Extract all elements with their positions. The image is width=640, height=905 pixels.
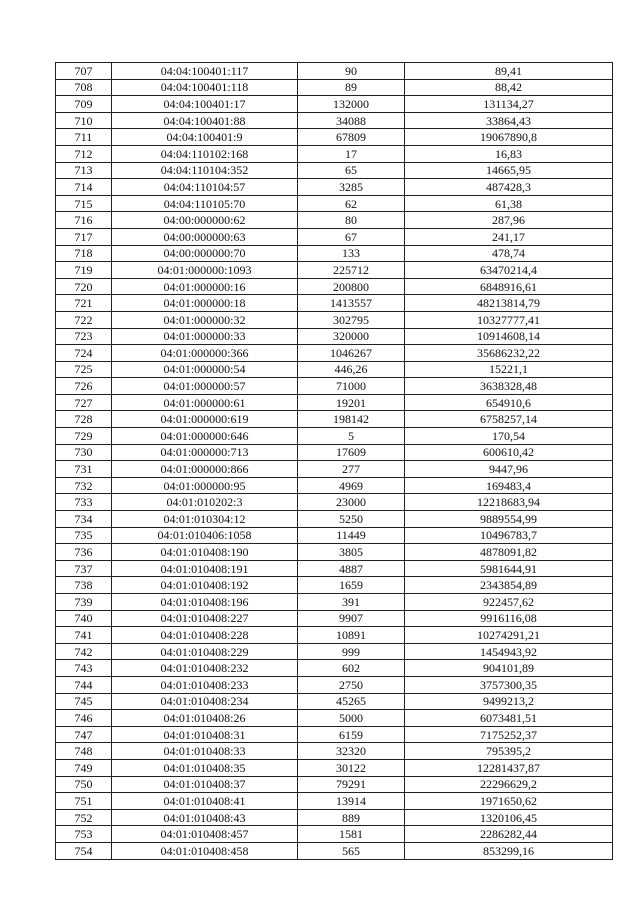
table-row	[56, 776, 613, 793]
table-row	[56, 577, 613, 594]
table-row	[56, 311, 613, 328]
table-row	[56, 295, 613, 312]
row-number-cell: 719	[56, 262, 112, 279]
value-cell: 7175252,37	[405, 726, 613, 743]
value-cell: 6073481,51	[405, 710, 613, 727]
cadastral-number-cell: 04:01:010408:227	[112, 610, 298, 627]
cadastral-number-cell: 04:01:000000:16	[112, 278, 298, 295]
row-number-cell: 737	[56, 560, 112, 577]
value-cell: 14665,95	[405, 162, 613, 179]
row-number-cell: 727	[56, 394, 112, 411]
cadastral-number-cell: 04:00:000000:62	[112, 212, 298, 229]
row-number-cell: 726	[56, 378, 112, 395]
cadastral-number-cell: 04:01:000000:646	[112, 428, 298, 445]
table-row	[56, 610, 613, 627]
area-cell: 34088	[298, 112, 405, 129]
area-cell: 62	[298, 195, 405, 212]
row-number-cell: 729	[56, 428, 112, 445]
cadastral-number-cell: 04:04:110102:168	[112, 145, 298, 162]
value-cell: 600610,42	[405, 444, 613, 461]
row-number-cell: 728	[56, 411, 112, 428]
value-cell: 478,74	[405, 245, 613, 262]
value-cell: 3638328,48	[405, 378, 613, 395]
cadastral-number-cell: 04:01:010408:191	[112, 560, 298, 577]
value-cell: 1971650,62	[405, 793, 613, 810]
area-cell: 320000	[298, 328, 405, 345]
area-cell: 80	[298, 212, 405, 229]
table-row	[56, 793, 613, 810]
area-cell: 23000	[298, 494, 405, 511]
row-number-cell: 709	[56, 96, 112, 113]
row-number-cell: 749	[56, 759, 112, 776]
cadastral-number-cell: 04:04:110104:57	[112, 179, 298, 196]
cadastral-number-cell: 04:01:000000:32	[112, 311, 298, 328]
area-cell: 89	[298, 79, 405, 96]
row-number-cell: 739	[56, 594, 112, 611]
area-cell: 889	[298, 809, 405, 826]
cadastral-number-cell: 04:01:000000:61	[112, 394, 298, 411]
table-row	[56, 278, 613, 295]
value-cell: 131134,27	[405, 96, 613, 113]
row-number-cell: 716	[56, 212, 112, 229]
row-number-cell: 707	[56, 63, 112, 80]
row-number-cell: 735	[56, 527, 112, 544]
table-row	[56, 494, 613, 511]
table-row	[56, 195, 613, 212]
cadastral-number-cell: 04:04:100401:17	[112, 96, 298, 113]
area-cell: 11449	[298, 527, 405, 544]
area-cell: 67809	[298, 129, 405, 146]
area-cell: 4887	[298, 560, 405, 577]
cadastral-number-cell: 04:01:000000:18	[112, 295, 298, 312]
value-cell: 4878091,82	[405, 544, 613, 561]
cadastral-number-cell: 04:01:010202:3	[112, 494, 298, 511]
cadastral-number-cell: 04:01:000000:54	[112, 361, 298, 378]
cadastral-number-cell: 04:04:110104:352	[112, 162, 298, 179]
area-cell: 4969	[298, 477, 405, 494]
area-cell: 71000	[298, 378, 405, 395]
value-cell: 2286282,44	[405, 826, 613, 843]
area-cell: 17609	[298, 444, 405, 461]
table-row	[56, 726, 613, 743]
value-cell: 12218683,94	[405, 494, 613, 511]
value-cell: 904101,89	[405, 660, 613, 677]
area-cell: 3285	[298, 179, 405, 196]
value-cell: 170,54	[405, 428, 613, 445]
table-row	[56, 361, 613, 378]
value-cell: 33864,43	[405, 112, 613, 129]
cadastral-number-cell: 04:01:010408:234	[112, 693, 298, 710]
area-cell: 32320	[298, 743, 405, 760]
area-cell: 391	[298, 594, 405, 611]
row-number-cell: 750	[56, 776, 112, 793]
area-cell: 67	[298, 228, 405, 245]
area-cell: 13914	[298, 793, 405, 810]
cadastral-number-cell: 04:04:100401:9	[112, 129, 298, 146]
row-number-cell: 732	[56, 477, 112, 494]
value-cell: 10327777,41	[405, 311, 613, 328]
row-number-cell: 747	[56, 726, 112, 743]
row-number-cell: 754	[56, 842, 112, 859]
value-cell: 9916116,08	[405, 610, 613, 627]
cadastral-number-cell: 04:01:010408:228	[112, 627, 298, 644]
area-cell: 2750	[298, 676, 405, 693]
row-number-cell: 718	[56, 245, 112, 262]
table-row	[56, 96, 613, 113]
area-cell: 133	[298, 245, 405, 262]
cadastral-number-cell: 04:01:010408:35	[112, 759, 298, 776]
cadastral-number-cell: 04:01:000000:866	[112, 461, 298, 478]
table-row	[56, 527, 613, 544]
table-row	[56, 179, 613, 196]
value-cell: 9889554,99	[405, 511, 613, 528]
table-row	[56, 511, 613, 528]
table-row	[56, 693, 613, 710]
area-cell: 79291	[298, 776, 405, 793]
cadastral-number-cell: 04:04:100401:117	[112, 63, 298, 80]
area-cell: 225712	[298, 262, 405, 279]
area-cell: 1413557	[298, 295, 405, 312]
table-row	[56, 759, 613, 776]
row-number-cell: 710	[56, 112, 112, 129]
cadastral-table	[55, 62, 613, 860]
table-row	[56, 345, 613, 362]
area-cell: 302795	[298, 311, 405, 328]
value-cell: 2343854,89	[405, 577, 613, 594]
cadastral-number-cell: 04:01:010408:457	[112, 826, 298, 843]
row-number-cell: 736	[56, 544, 112, 561]
value-cell: 922457,62	[405, 594, 613, 611]
table-row	[56, 627, 613, 644]
area-cell: 1581	[298, 826, 405, 843]
cadastral-number-cell: 04:01:010408:37	[112, 776, 298, 793]
row-number-cell: 717	[56, 228, 112, 245]
cadastral-number-cell: 04:01:000000:713	[112, 444, 298, 461]
row-number-cell: 714	[56, 179, 112, 196]
cadastral-number-cell: 04:01:000000:33	[112, 328, 298, 345]
cadastral-number-cell: 04:04:100401:118	[112, 79, 298, 96]
cadastral-number-cell: 04:04:100401:88	[112, 112, 298, 129]
row-number-cell: 708	[56, 79, 112, 96]
value-cell: 1320106,45	[405, 809, 613, 826]
value-cell: 169483,4	[405, 477, 613, 494]
table-row	[56, 162, 613, 179]
document-page	[55, 62, 612, 860]
value-cell: 16,83	[405, 145, 613, 162]
cadastral-number-cell: 04:01:010408:229	[112, 643, 298, 660]
value-cell: 9499213,2	[405, 693, 613, 710]
cadastral-number-cell: 04:00:000000:70	[112, 245, 298, 262]
table-row	[56, 660, 613, 677]
area-cell: 45265	[298, 693, 405, 710]
value-cell: 5981644,91	[405, 560, 613, 577]
value-cell: 88,42	[405, 79, 613, 96]
row-number-cell: 724	[56, 345, 112, 362]
table-row	[56, 394, 613, 411]
row-number-cell: 752	[56, 809, 112, 826]
area-cell: 132000	[298, 96, 405, 113]
table-row	[56, 212, 613, 229]
value-cell: 487428,3	[405, 179, 613, 196]
value-cell: 241,17	[405, 228, 613, 245]
table-row	[56, 594, 613, 611]
cadastral-number-cell: 04:01:000000:57	[112, 378, 298, 395]
cadastral-number-cell: 04:00:000000:63	[112, 228, 298, 245]
row-number-cell: 712	[56, 145, 112, 162]
table-row	[56, 710, 613, 727]
table-row	[56, 444, 613, 461]
row-number-cell: 711	[56, 129, 112, 146]
row-number-cell: 713	[56, 162, 112, 179]
area-cell: 198142	[298, 411, 405, 428]
value-cell: 654910,6	[405, 394, 613, 411]
value-cell: 12281437,87	[405, 759, 613, 776]
cadastral-number-cell: 04:01:010408:41	[112, 793, 298, 810]
cadastral-number-cell: 04:01:010406:1058	[112, 527, 298, 544]
area-cell: 565	[298, 842, 405, 859]
value-cell: 19067890,8	[405, 129, 613, 146]
area-cell: 5	[298, 428, 405, 445]
row-number-cell: 721	[56, 295, 112, 312]
table-row	[56, 378, 613, 395]
area-cell: 17	[298, 145, 405, 162]
area-cell: 1659	[298, 577, 405, 594]
row-number-cell: 748	[56, 743, 112, 760]
row-number-cell: 723	[56, 328, 112, 345]
cadastral-number-cell: 04:01:000000:1093	[112, 262, 298, 279]
table-row	[56, 228, 613, 245]
value-cell: 63470214,4	[405, 262, 613, 279]
row-number-cell: 742	[56, 643, 112, 660]
value-cell: 48213814,79	[405, 295, 613, 312]
cadastral-number-cell: 04:01:010408:33	[112, 743, 298, 760]
area-cell: 10891	[298, 627, 405, 644]
value-cell: 10274291,21	[405, 627, 613, 644]
value-cell: 287,96	[405, 212, 613, 229]
table-row	[56, 461, 613, 478]
area-cell: 5000	[298, 710, 405, 727]
cadastral-number-cell: 04:04:110105:70	[112, 195, 298, 212]
cadastral-number-cell: 04:01:010408:26	[112, 710, 298, 727]
area-cell: 90	[298, 63, 405, 80]
table-row	[56, 112, 613, 129]
table-row	[56, 262, 613, 279]
value-cell: 61,38	[405, 195, 613, 212]
row-number-cell: 738	[56, 577, 112, 594]
row-number-cell: 746	[56, 710, 112, 727]
cadastral-number-cell: 04:01:010408:232	[112, 660, 298, 677]
value-cell: 15221,1	[405, 361, 613, 378]
value-cell: 853299,16	[405, 842, 613, 859]
value-cell: 3757300,35	[405, 676, 613, 693]
row-number-cell: 744	[56, 676, 112, 693]
row-number-cell: 741	[56, 627, 112, 644]
row-number-cell: 730	[56, 444, 112, 461]
table-row	[56, 743, 613, 760]
value-cell: 35686232,22	[405, 345, 613, 362]
table-row	[56, 544, 613, 561]
table-row	[56, 477, 613, 494]
row-number-cell: 725	[56, 361, 112, 378]
cadastral-number-cell: 04:01:010408:196	[112, 594, 298, 611]
table-row	[56, 328, 613, 345]
table-row	[56, 245, 613, 262]
area-cell: 446,26	[298, 361, 405, 378]
row-number-cell: 722	[56, 311, 112, 328]
area-cell: 6159	[298, 726, 405, 743]
row-number-cell: 745	[56, 693, 112, 710]
row-number-cell: 751	[56, 793, 112, 810]
table-row	[56, 411, 613, 428]
value-cell: 89,41	[405, 63, 613, 80]
area-cell: 3805	[298, 544, 405, 561]
value-cell: 9447,96	[405, 461, 613, 478]
area-cell: 1046267	[298, 345, 405, 362]
row-number-cell: 743	[56, 660, 112, 677]
value-cell: 6758257,14	[405, 411, 613, 428]
table-row	[56, 63, 613, 80]
area-cell: 5250	[298, 511, 405, 528]
table-row	[56, 129, 613, 146]
cadastral-number-cell: 04:01:010304:12	[112, 511, 298, 528]
row-number-cell: 740	[56, 610, 112, 627]
value-cell: 10496783,7	[405, 527, 613, 544]
cadastral-number-cell: 04:01:010408:192	[112, 577, 298, 594]
row-number-cell: 715	[56, 195, 112, 212]
cadastral-number-cell: 04:01:010408:233	[112, 676, 298, 693]
area-cell: 999	[298, 643, 405, 660]
table-row	[56, 643, 613, 660]
cadastral-number-cell: 04:01:010408:458	[112, 842, 298, 859]
area-cell: 602	[298, 660, 405, 677]
value-cell: 6848916,61	[405, 278, 613, 295]
cadastral-number-cell: 04:01:010408:31	[112, 726, 298, 743]
table-row	[56, 560, 613, 577]
cadastral-number-cell: 04:01:000000:366	[112, 345, 298, 362]
table-row	[56, 676, 613, 693]
table-row	[56, 842, 613, 859]
value-cell: 10914608,14	[405, 328, 613, 345]
table-row	[56, 809, 613, 826]
cadastral-number-cell: 04:01:010408:43	[112, 809, 298, 826]
row-number-cell: 734	[56, 511, 112, 528]
area-cell: 65	[298, 162, 405, 179]
area-cell: 19201	[298, 394, 405, 411]
table-body	[56, 63, 613, 860]
area-cell: 200800	[298, 278, 405, 295]
row-number-cell: 753	[56, 826, 112, 843]
table-row	[56, 79, 613, 96]
cadastral-number-cell: 04:01:000000:95	[112, 477, 298, 494]
area-cell: 30122	[298, 759, 405, 776]
row-number-cell: 733	[56, 494, 112, 511]
cadastral-number-cell: 04:01:010408:190	[112, 544, 298, 561]
table-row	[56, 826, 613, 843]
row-number-cell: 731	[56, 461, 112, 478]
value-cell: 1454943,92	[405, 643, 613, 660]
row-number-cell: 720	[56, 278, 112, 295]
value-cell: 795395,2	[405, 743, 613, 760]
cadastral-number-cell: 04:01:000000:619	[112, 411, 298, 428]
table-row	[56, 145, 613, 162]
value-cell: 22296629,2	[405, 776, 613, 793]
area-cell: 277	[298, 461, 405, 478]
table-row	[56, 428, 613, 445]
area-cell: 9907	[298, 610, 405, 627]
